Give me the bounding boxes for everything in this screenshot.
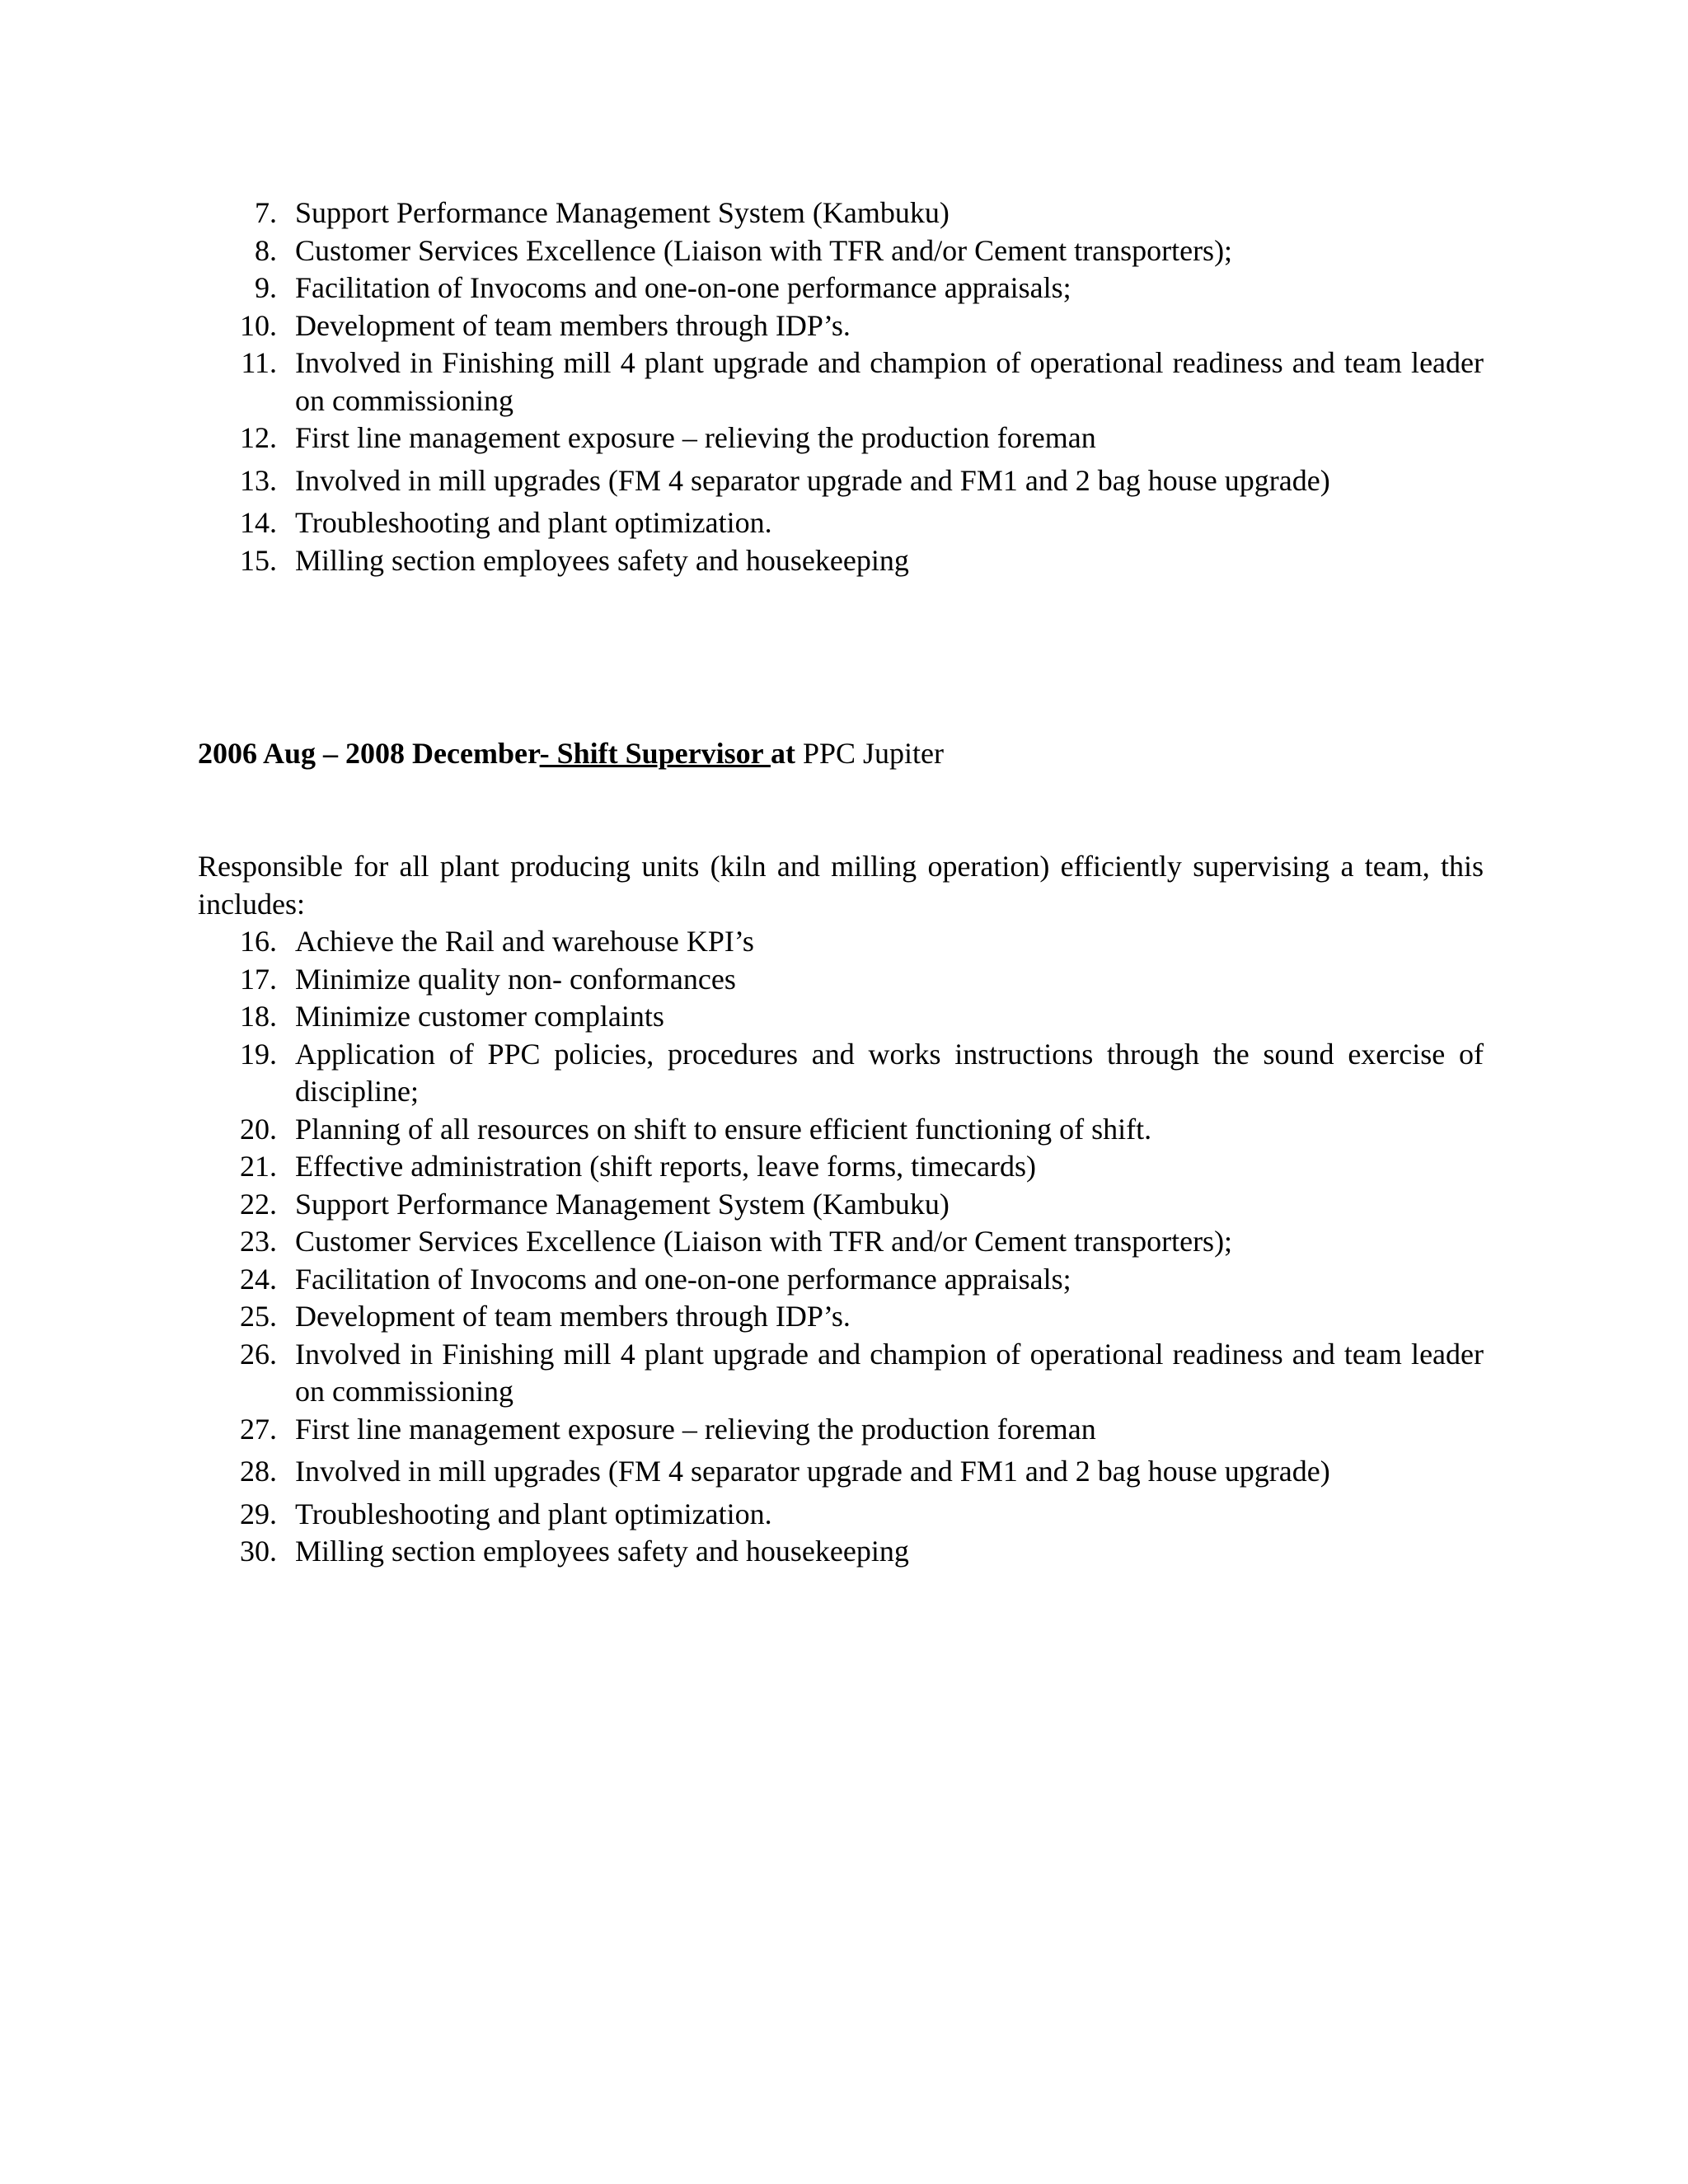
list-item bbox=[198, 1148, 1484, 1186]
list-item bbox=[198, 1036, 1484, 1111]
job-period: 2006 Aug – 2008 December bbox=[198, 737, 540, 770]
list-item bbox=[198, 1533, 1484, 1571]
list-item-number: 9. bbox=[255, 271, 277, 304]
list-item-number: 11. bbox=[241, 346, 277, 379]
list-item-number: 22. bbox=[240, 1187, 277, 1221]
list-item-number: 16. bbox=[240, 925, 277, 958]
list-item-number: 14. bbox=[240, 506, 277, 539]
list-item bbox=[198, 232, 1484, 270]
list-item-text: Minimize customer complaints bbox=[295, 1000, 664, 1033]
list-item-number: 15. bbox=[240, 543, 277, 577]
list-item-text: Involved in Finishing mill 4 plant upgrade and champion of operational readiness and team leader on commissioning bbox=[295, 1337, 1484, 1408]
list-item-text: Achieve the Rail and warehouse KPI’s bbox=[295, 925, 754, 958]
list-item-number: 13. bbox=[240, 463, 277, 497]
list-item bbox=[198, 1261, 1484, 1299]
list-item-number: 26. bbox=[240, 1337, 277, 1371]
list-item-text: Customer Services Excellence (Liaison with TFR and/or Cement transporters); bbox=[295, 1225, 1233, 1258]
list-item bbox=[198, 194, 1484, 232]
job-role: - Shift Supervisor bbox=[539, 737, 771, 770]
list-item bbox=[198, 542, 1484, 580]
list-item-text: Troubleshooting and plant optimization. bbox=[295, 1497, 772, 1530]
list-item-text: Planning of all resources on shift to ensure efficient functioning of shift. bbox=[295, 1112, 1152, 1146]
list-item bbox=[198, 1186, 1484, 1224]
list-item bbox=[198, 923, 1484, 961]
list-item bbox=[198, 998, 1484, 1036]
list-item bbox=[198, 419, 1484, 457]
list-item bbox=[198, 1411, 1484, 1449]
list-item-number: 25. bbox=[240, 1300, 277, 1333]
list-item-text: Milling section employees safety and housekeeping bbox=[295, 543, 909, 577]
list-item-text: Customer Services Excellence (Liaison with TFR and/or Cement transporters); bbox=[295, 233, 1233, 267]
list-item-text: Involved in mill upgrades (FM 4 separator upgrade and FM1 and 2 bag house upgrade) bbox=[295, 463, 1330, 497]
list-item-number: 10. bbox=[240, 308, 277, 342]
list-item-text: First line management exposure – relieving the production foreman bbox=[295, 1412, 1096, 1446]
list-item-text: Support Performance Management System (Kambuku) bbox=[295, 196, 950, 229]
list-item-number: 12. bbox=[240, 421, 277, 454]
list-item bbox=[198, 462, 1484, 500]
list-item-number: 19. bbox=[240, 1037, 277, 1071]
responsibilities-list-continued bbox=[198, 194, 1484, 579]
list-item-text: Development of team members through IDP’s. bbox=[295, 1300, 851, 1333]
list-item-number: 23. bbox=[240, 1225, 277, 1258]
list-item-text: Effective administration (shift reports, leave forms, timecards) bbox=[295, 1150, 1037, 1183]
list-item-text: Milling section employees safety and housekeeping bbox=[295, 1535, 909, 1568]
list-item-text: Involved in mill upgrades (FM 4 separator upgrade and FM1 and 2 bag house upgrade) bbox=[295, 1455, 1330, 1488]
list-item bbox=[198, 504, 1484, 542]
list-item bbox=[198, 307, 1484, 345]
list-item-text: First line management exposure – relieving the production foreman bbox=[295, 421, 1096, 454]
list-item-text: Support Performance Management System (Kambuku) bbox=[295, 1187, 950, 1221]
list-item-text: Facilitation of Invocoms and one-on-one performance appraisals; bbox=[295, 271, 1071, 304]
list-item-number: 27. bbox=[240, 1412, 277, 1446]
list-item-text: Troubleshooting and plant optimization. bbox=[295, 506, 772, 539]
list-item bbox=[198, 1336, 1484, 1411]
list-item-number: 18. bbox=[240, 1000, 277, 1033]
list-item bbox=[198, 344, 1484, 419]
list-item bbox=[198, 1223, 1484, 1261]
list-item-number: 8. bbox=[255, 233, 277, 267]
list-item-number: 21. bbox=[240, 1150, 277, 1183]
list-item bbox=[198, 1496, 1484, 1534]
list-item-text: Minimize quality non- conformances bbox=[295, 962, 736, 996]
list-item bbox=[198, 961, 1484, 999]
list-item bbox=[198, 269, 1484, 307]
list-item-number: 24. bbox=[240, 1262, 277, 1296]
list-item-text: Involved in Finishing mill 4 plant upgrade and champion of operational readiness and team leader on commissioning bbox=[295, 346, 1484, 417]
job-at-label: at bbox=[770, 737, 795, 770]
responsibilities-list bbox=[198, 923, 1484, 1571]
list-item-number: 30. bbox=[240, 1535, 277, 1568]
list-item-number: 29. bbox=[240, 1497, 277, 1530]
list-item-number: 20. bbox=[240, 1112, 277, 1146]
list-item-number: 28. bbox=[240, 1455, 277, 1488]
job-heading bbox=[198, 735, 944, 772]
list-item-text: Development of team members through IDP’s. bbox=[295, 308, 851, 342]
list-item-text: Facilitation of Invocoms and one-on-one performance appraisals; bbox=[295, 1262, 1071, 1296]
list-item bbox=[198, 1111, 1484, 1149]
job-company: PPC Jupiter bbox=[795, 737, 945, 770]
list-item-number: 17. bbox=[240, 962, 277, 996]
list-item-number: 7. bbox=[255, 196, 277, 229]
list-item-text: Application of PPC policies, procedures and works instructions through the sound exercise of discipline; bbox=[295, 1037, 1484, 1108]
list-item bbox=[198, 1453, 1484, 1491]
job-intro-paragraph: Responsible for all plant producing units (kiln and milling operation) efficiently supervising a team, this includes: bbox=[198, 850, 1484, 921]
list-item bbox=[198, 1298, 1484, 1336]
